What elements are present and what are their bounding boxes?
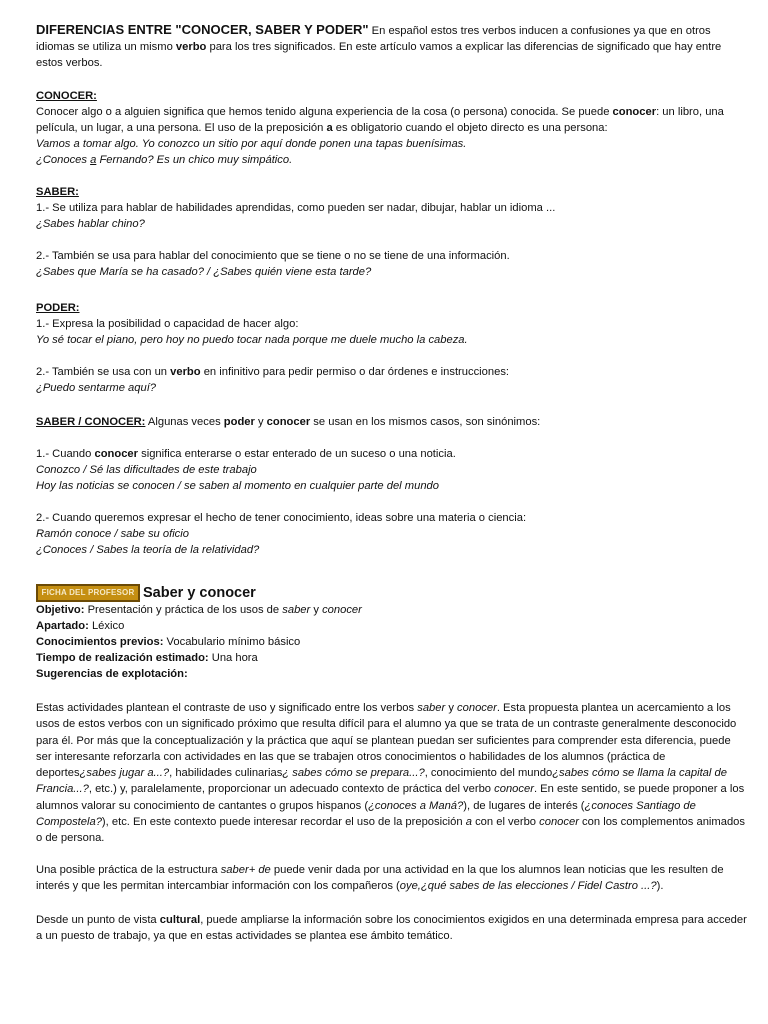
ficha-badge: FICHA DEL PROFESOR: [36, 584, 140, 602]
intro-paragraph: DIFERENCIAS ENTRE "CONOCER, SABER Y PODER" En español estos tres verbos inducen a confusiones ya que en otros idiomas se utiliza un mismo verbo para los tres significados. En este artículo vamos a explicar las diferencias de significado que hay entre estos verbos.: [36, 22, 722, 69]
ficha-conocimientos-previos: Conocimientos previos: Vocabulario mínimo básico: [36, 636, 301, 648]
saber-conocer-intro: SABER / CONOCER: Algunas veces poder y conocer se usan en los mismos casos, son sinónimos:: [36, 416, 541, 428]
explanation-paragraph-2: Una posible práctica de la estructura saber+ de puede venir dada por una actividad en la que los alumnos lean noticias que les resulten de interés y que les permitan intercambiar información con los compañeros (oye,¿qué sabes de las elecciones / Fidel Castro ...?).: [36, 864, 724, 893]
saber-example-2: ¿Sabes que María se ha casado? / ¿Sabes quién viene esta tarde?: [36, 266, 372, 278]
saber-conocer-example-1a: Conozco / Sé las dificultades de este trabajo: [36, 464, 257, 476]
ficha-sugerencias-label: Sugerencias de explotación:: [36, 668, 188, 680]
ficha-tiempo: Tiempo de realización estimado: Una hora: [36, 652, 258, 664]
section-conocer: [36, 88, 748, 168]
conocer-definition: Conocer algo o a alguien significa que hemos tenido alguna experiencia de la cosa (o persona) conocida. Se puede conocer: un libro, una película, un lugar, a una persona. El uso de la preposición a es obligatorio cuando el objeto directo es una persona:: [36, 106, 724, 134]
saber-conocer-item-1: 1.- Cuando conocer significa enterarse o estar enterado de un suceso o una noticia.: [36, 448, 456, 460]
ficha-profesor: [36, 578, 748, 682]
saber-item-2: 2.- También se usa para hablar del conocimiento que se tiene o no se tiene de una información.: [36, 250, 510, 262]
poder-item-2: 2.- También se usa con un verbo en infinitivo para pedir permiso o dar órdenes e instrucciones:: [36, 366, 510, 378]
saber-conocer-example-2b: ¿Conoces / Sabes la teoría de la relatividad?: [36, 544, 260, 556]
ficha-title: Saber y conocer: [143, 585, 256, 601]
ficha-header: [36, 578, 748, 602]
ficha-apartado: Apartado: Léxico: [36, 620, 125, 632]
poder-item-1: 1.- Expresa la posibilidad o capacidad de hacer algo:: [36, 318, 299, 330]
conocer-example-1: Vamos a tomar algo. Yo conozco un sitio por aquí donde ponen una tapas buenísimas.: [36, 138, 467, 150]
section-heading-conocer: CONOCER:: [36, 90, 97, 102]
section-poder: [36, 300, 748, 396]
poder-example-2: ¿Puedo sentarme aquí?: [36, 382, 157, 394]
section-heading-saber: SABER:: [36, 186, 79, 198]
conocer-example-2: ¿Conoces a Fernando? Es un chico muy simpático.: [36, 154, 293, 166]
ficha-objetivo: Objetivo: Presentación y práctica de los usos de saber y conocer: [36, 604, 362, 616]
section-saber: [36, 184, 748, 280]
saber-conocer-example-1b: Hoy las noticias se conocen / se saben al momento en cualquier parte del mundo: [36, 480, 439, 492]
section-heading-poder: PODER:: [36, 302, 80, 314]
saber-item-1: 1.- Se utiliza para hablar de habilidades aprendidas, como pueden ser nadar, dibujar, hablar un idioma ...: [36, 202, 556, 214]
document-title: DIFERENCIAS ENTRE "CONOCER, SABER Y PODER": [36, 22, 369, 37]
saber-example-1: ¿Sabes hablar chino?: [36, 218, 145, 230]
explanation-paragraph-3: Desde un punto de vista cultural, puede ampliarse la información sobre los conocimientos exigidos en una determinada empresa para acceder a un puesto de trabajo, ya que en estas actividades se plantea ese ámbito temático.: [36, 914, 747, 943]
section-saber-conocer: [36, 414, 748, 558]
saber-conocer-item-2: 2.- Cuando queremos expresar el hecho de tener conocimiento, ideas sobre una materia o ciencia:: [36, 512, 527, 524]
poder-example-1: Yo sé tocar el piano, pero hoy no puedo tocar nada porque me duele mucho la cabeza.: [36, 334, 468, 346]
section-heading-saber-conocer: SABER / CONOCER:: [36, 416, 146, 428]
saber-conocer-example-2a: Ramón conoce / sabe su oficio: [36, 528, 189, 540]
explanation-paragraph-1: Estas actividades plantean el contraste de uso y significado entre los verbos saber y conocer. Esta propuesta plantea un acercamiento a los usos de estos verbos con un significado próximo que resulta difícil para el alumno ya que se trata de un contraste generalmente desconocido para él. Por más que la conceptualización y la práctica que aquí se plantean puedan ser suficientes para comprender esta diferencia, puede ser interesante reforzarla con actividades en las que se trabajen otros conocimientos o habilidades de los alumnos (práctica de deportes¿sabes jugar a...?, habilidades culinarias¿ sabes cómo se prepara...?, conocimiento del mundo¿sabes cómo se llama la capital de Francia...?, etc.) y, paralelamente, proporcionar un adecuado contexto de práctica del verbo conocer. En este sentido, se puede proponer a los alumnos valorar su conocimiento de cantantes o grupos hispanos (¿conoces a Maná?), de lugares de interés (¿conoces Santiago de Compostela?), etc. En este contexto puede interesar recordar el uso de la preposición a con el verbo conocer con los complementos animados o de persona.: [36, 702, 745, 845]
